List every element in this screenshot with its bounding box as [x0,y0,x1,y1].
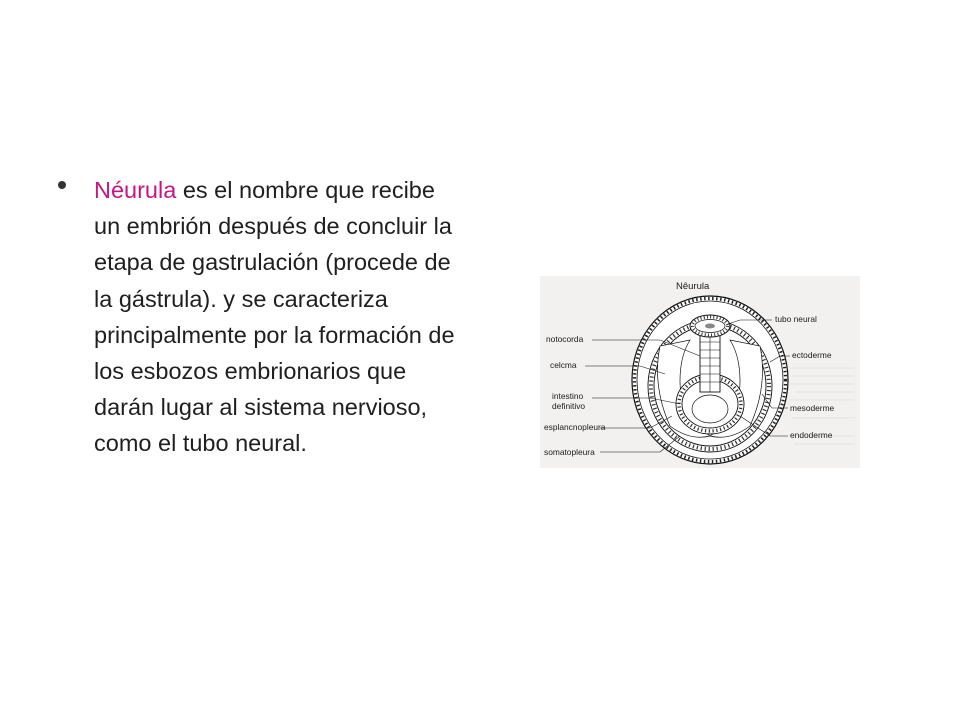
bullet-dot-icon [58,181,66,189]
label-somatopleura: somatopleura [544,447,595,457]
label-definitivo: definitivo [552,401,586,411]
neurula-diagram-svg [540,276,860,468]
bullet-point [58,172,458,462]
bullet-body: es el nombre que recibe un embrión después de concluir la etapa de gastrulación (procede de la gástrula). y se caracteriza principalmente por la formación de los esbozos embrionarios que darán lugar al sistema nervioso, como el tubo neural. [94,177,455,457]
highlighted-term: Néurula [94,177,177,203]
figure-title: Nêurula [676,281,710,292]
label-celcma: celcma [550,360,577,370]
bullet-text [94,172,458,462]
label-intestino: intestino [552,391,584,401]
label-ectoderme: ectoderme [792,350,832,360]
label-notocorda: notocorda [546,334,584,344]
neurula-diagram [540,276,860,468]
label-endoderme: endoderme [790,430,833,440]
label-mesoderme: mesoderme [790,403,835,413]
label-esplancnopleura: esplancnopleura [544,422,606,432]
label-tubo-neural: tubo neural [775,314,817,324]
